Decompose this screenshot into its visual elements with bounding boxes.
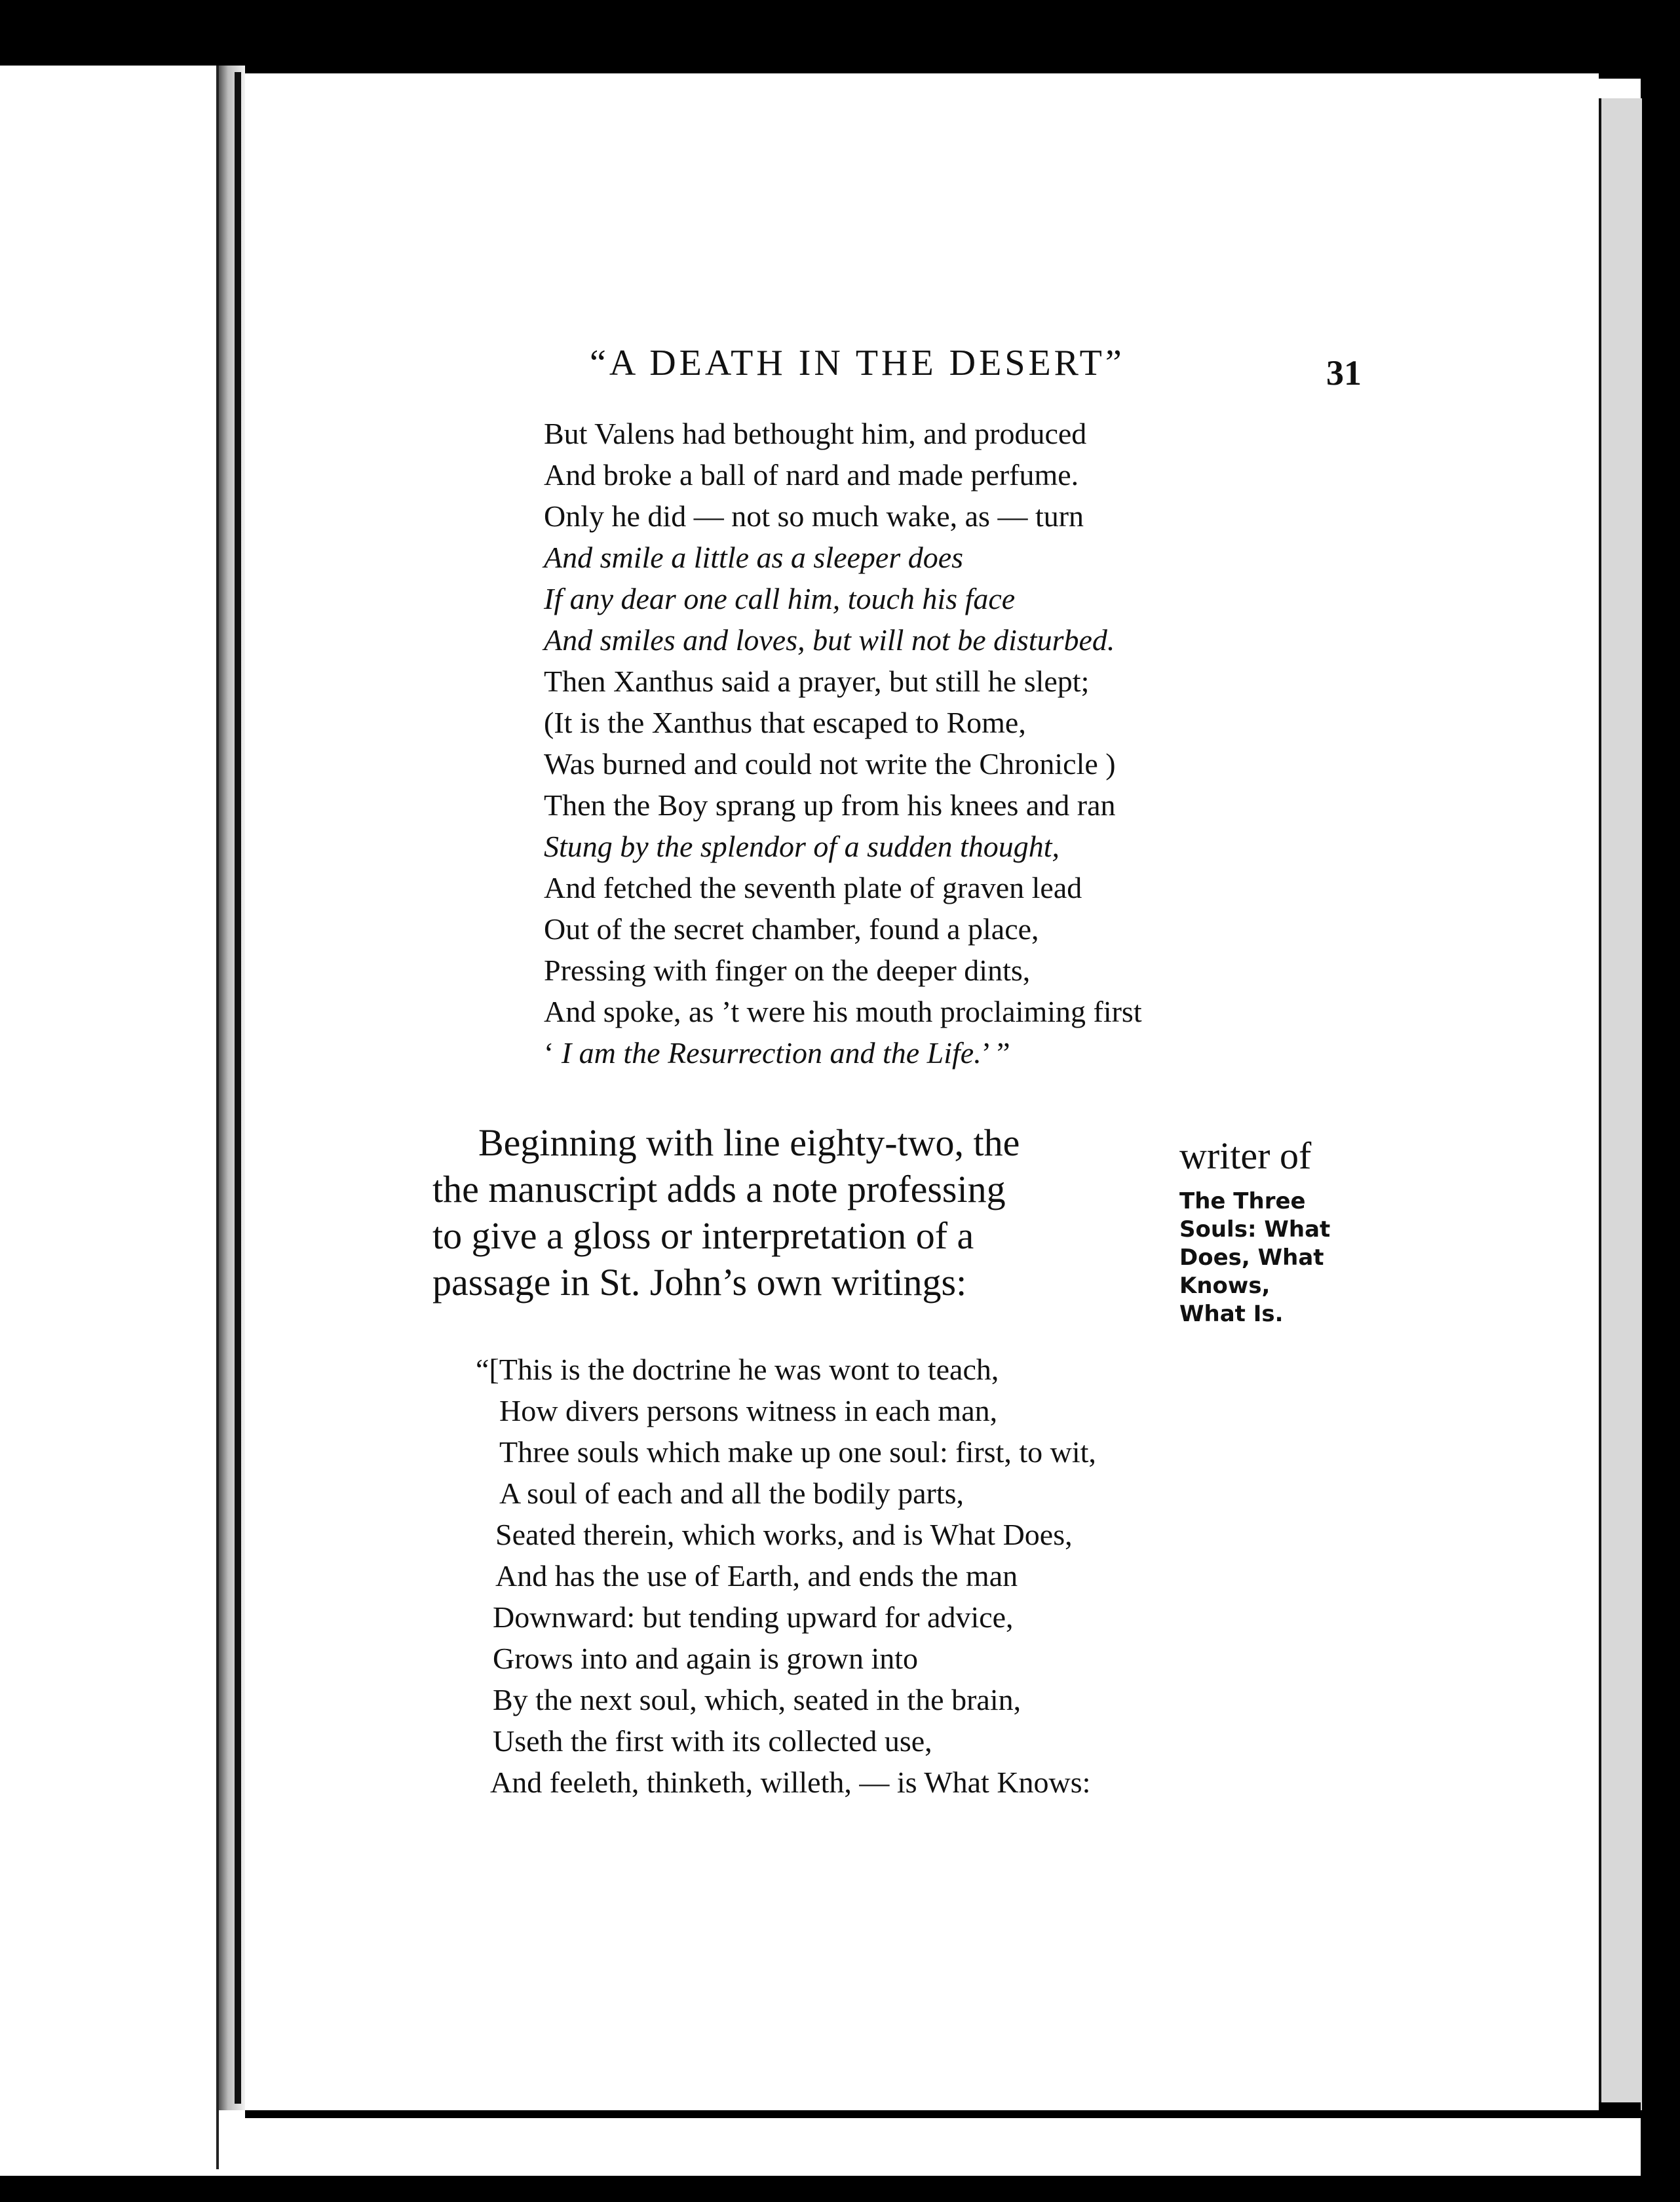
verse-line: If any dear one call him, touch his face: [544, 582, 1016, 615]
sidenote-line: The Three: [1179, 1188, 1306, 1214]
verse-block-bottom: [476, 1349, 1096, 1803]
prose-line: passage in St. John’s own writings:: [432, 1261, 967, 1304]
gutter-line: [235, 72, 241, 2104]
verse-line: Useth the first with its collected use,: [493, 1724, 932, 1758]
verse-line: Grows into and again is grown into: [493, 1642, 919, 1675]
running-head: “A DEATH IN THE DESERT”: [590, 343, 1125, 383]
verse-line: Pressing with finger on the deeper dints,: [544, 954, 1031, 987]
verse-line: Seated therein, which works, and is What Does,: [495, 1518, 1073, 1551]
prose-line: the manuscript adds a note professing: [432, 1168, 1006, 1210]
prose-line: Beginning with line eighty-two, the: [478, 1121, 1020, 1164]
book-gutter: [219, 66, 245, 2110]
verse-line: And feeleth, thinketh, willeth, — is What Knows:: [490, 1766, 1091, 1799]
verse-line: Only he did — not so much wake, as — turn: [544, 499, 1084, 533]
margin-sidenote: [1179, 1188, 1350, 1328]
verse-line: And spoke, as ’t were his mouth proclaiming first: [544, 995, 1142, 1028]
verse-line: By the next soul, which, seated in the brain,: [493, 1683, 1021, 1716]
verse-line: (It is the Xanthus that escaped to Rome,: [544, 706, 1026, 739]
page-edge-strip: [1599, 98, 1642, 2110]
verse-line: Was burned and could not write the Chronicle ): [544, 747, 1116, 781]
sidenote-line: Souls: What: [1179, 1216, 1331, 1243]
scan-border-right: [1641, 0, 1680, 2202]
prose-line: to give a gloss or interpretation of a: [432, 1214, 974, 1257]
prose-paragraph: [432, 1119, 1166, 1305]
verse-line: How divers persons witness in each man,: [499, 1394, 998, 1427]
verse-line: “[This is the doctrine he was wont to teach,: [476, 1353, 999, 1386]
sidenote-line: Knows,: [1179, 1273, 1270, 1299]
verse-line: Then Xanthus said a prayer, but still he slept;: [544, 665, 1090, 698]
verse-block-top: [544, 413, 1142, 1073]
quote-close: ’ ”: [981, 1036, 1010, 1070]
verse-line: And fetched the seventh plate of graven lead: [544, 871, 1082, 904]
scan-border-top: [0, 0, 1680, 79]
sidenote-line: What Is.: [1179, 1301, 1284, 1327]
verse-line: And smile a little as a sleeper does: [544, 541, 964, 574]
prose-line-continuation: writer of: [1179, 1134, 1312, 1177]
facing-page: [0, 66, 219, 2169]
verse-line: Stung by the splendor of a sudden thought,: [544, 830, 1060, 863]
verse-line-quote: [544, 1032, 1142, 1073]
page-number: 31: [1326, 353, 1362, 393]
verse-line: But Valens had bethought him, and produced: [544, 417, 1087, 450]
quote-italic: I am the Resurrection and the Life.: [561, 1036, 982, 1070]
verse-line: Out of the secret chamber, found a place,: [544, 912, 1039, 946]
verse-line: And smiles and loves, but will not be disturbed.: [544, 623, 1115, 657]
verse-line: Then the Boy sprang up from his knees and ran: [544, 788, 1116, 822]
verse-line: Downward: but tending upward for advice,: [493, 1600, 1014, 1634]
verse-line: And has the use of Earth, and ends the man: [495, 1559, 1018, 1593]
verse-line: And broke a ball of nard and made perfume.: [544, 458, 1079, 492]
scan-border-bottom: [0, 2176, 1680, 2202]
sidenote-line: Does, What: [1179, 1245, 1324, 1271]
verse-line: A soul of each and all the bodily parts,: [499, 1477, 964, 1510]
verse-line: Three souls which make up one soul: first, to wit,: [499, 1435, 1096, 1469]
quote-open: ‘: [544, 1036, 562, 1070]
